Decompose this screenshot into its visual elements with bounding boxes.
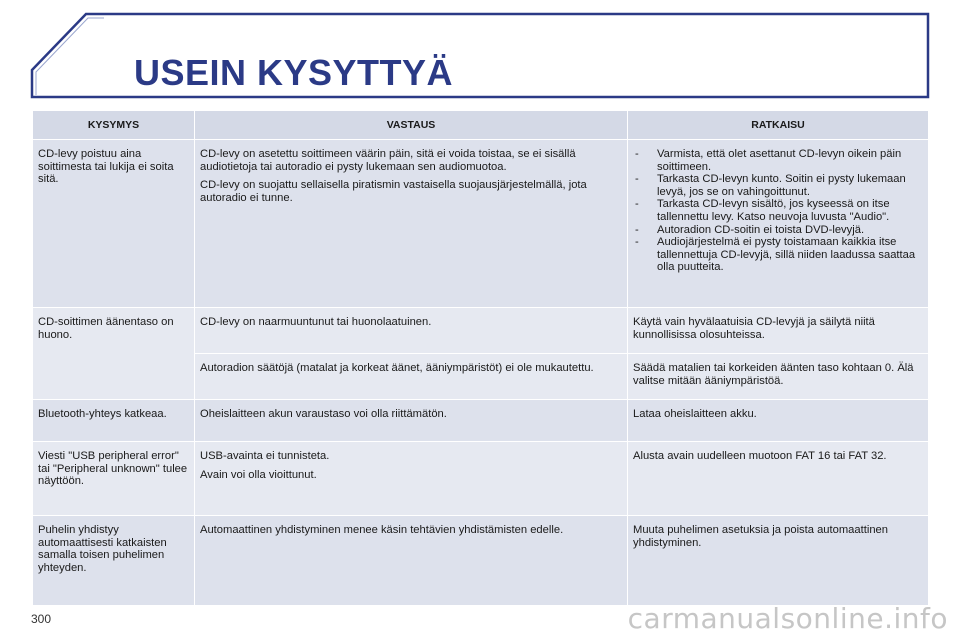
solution-cell: Alusta avain uudelleen muotoon FAT 16 tai FAT 32.: [628, 442, 929, 516]
page-number: 300: [31, 612, 52, 626]
solution-list: [633, 148, 924, 274]
answer-cell: Autoradion säätöjä (matalat ja korkeat äänet, ääniympäristöt) ei ole mukautettu.: [195, 354, 628, 400]
table-row: [33, 442, 929, 516]
answer-cell: Oheislaitteen akun varaustaso voi olla riittämätön.: [195, 400, 628, 442]
solution-cell: [628, 140, 929, 308]
faq-table: [32, 110, 929, 606]
page-header: [0, 0, 960, 110]
answer-cell: Automaattinen yhdistyminen menee käsin tehtävien yhdistämisten edelle.: [195, 516, 628, 606]
table-row: [33, 308, 929, 354]
answer-cell: CD-levy on naarmuuntunut tai huonolaatuinen.: [195, 308, 628, 354]
solution-cell: Käytä vain hyvälaatuisia CD-levyjä ja säilytä niitä kunnollisissa olosuhteissa.: [628, 308, 929, 354]
column-header-solution: RATKAISU: [628, 111, 929, 140]
solution-item: - Varmista, että olet asettanut CD-levyn oikein päin soittimeen.: [633, 148, 924, 173]
page-title: USEIN KYSYTTYÄ: [134, 52, 454, 93]
solution-item: - Tarkasta CD-levyn kunto. Soitin ei pysty lukemaan levyä, jos se on vahingoittunut.: [633, 173, 924, 198]
solution-cell: Muuta puhelimen asetuksia ja poista automaattinen yhdistyminen.: [628, 516, 929, 606]
answer-text: CD-levy on asetettu soittimeen väärin päin, sitä ei voida toistaa, se ei sisällä audiotietoja tai autoradio ei pysty lukemaan sen audiomuotoa.: [200, 148, 576, 173]
answer-cell: [195, 140, 628, 308]
answer-text: USB-avainta ei tunnisteta.: [200, 450, 330, 462]
solution-item: - Autoradion CD-soitin ei toista DVD-levyjä.: [633, 224, 924, 237]
table-row: [33, 400, 929, 442]
question-cell: Puhelin yhdistyy automaattisesti katkaisten samalla toisen puhelimen yhteyden.: [33, 516, 195, 606]
column-header-question: KYSYMYS: [33, 111, 195, 140]
question-cell: CD-soittimen äänentaso on huono.: [33, 308, 195, 400]
table-row: [33, 516, 929, 606]
answer-text: CD-levy on suojattu sellaisella piratismin vastaisella suojausjärjestelmällä, jota autoradio ei tunne.: [200, 179, 587, 204]
question-cell: Bluetooth-yhteys katkeaa.: [33, 400, 195, 442]
watermark: carmanualsonline.info: [627, 602, 948, 635]
solution-cell: Säädä matalien tai korkeiden äänten taso kohtaan 0. Älä valitse mitään ääniympäristöä.: [628, 354, 929, 400]
solution-cell: Lataa oheislaitteen akku.: [628, 400, 929, 442]
solution-item: - Audiojärjestelmä ei pysty toistamaan kaikkia itse tallennettuja CD-levyjä, sillä niiden laadussa saattaa olla puutteita.: [633, 236, 924, 274]
table-row: [33, 140, 929, 308]
table-header-row: [33, 111, 929, 140]
solution-item: - Tarkasta CD-levyn sisältö, jos kyseessä on itse tallennettu levy. Katso neuvoja luvusta "Audio".: [633, 198, 924, 223]
question-cell: CD-levy poistuu aina soittimesta tai lukija ei soita sitä.: [33, 140, 195, 308]
question-cell: Viesti "USB peripheral error" tai "Peripheral unknown" tulee näyttöön.: [33, 442, 195, 516]
column-header-answer: VASTAUS: [195, 111, 628, 140]
answer-cell: [195, 442, 628, 516]
answer-text: Avain voi olla vioittunut.: [200, 468, 317, 481]
